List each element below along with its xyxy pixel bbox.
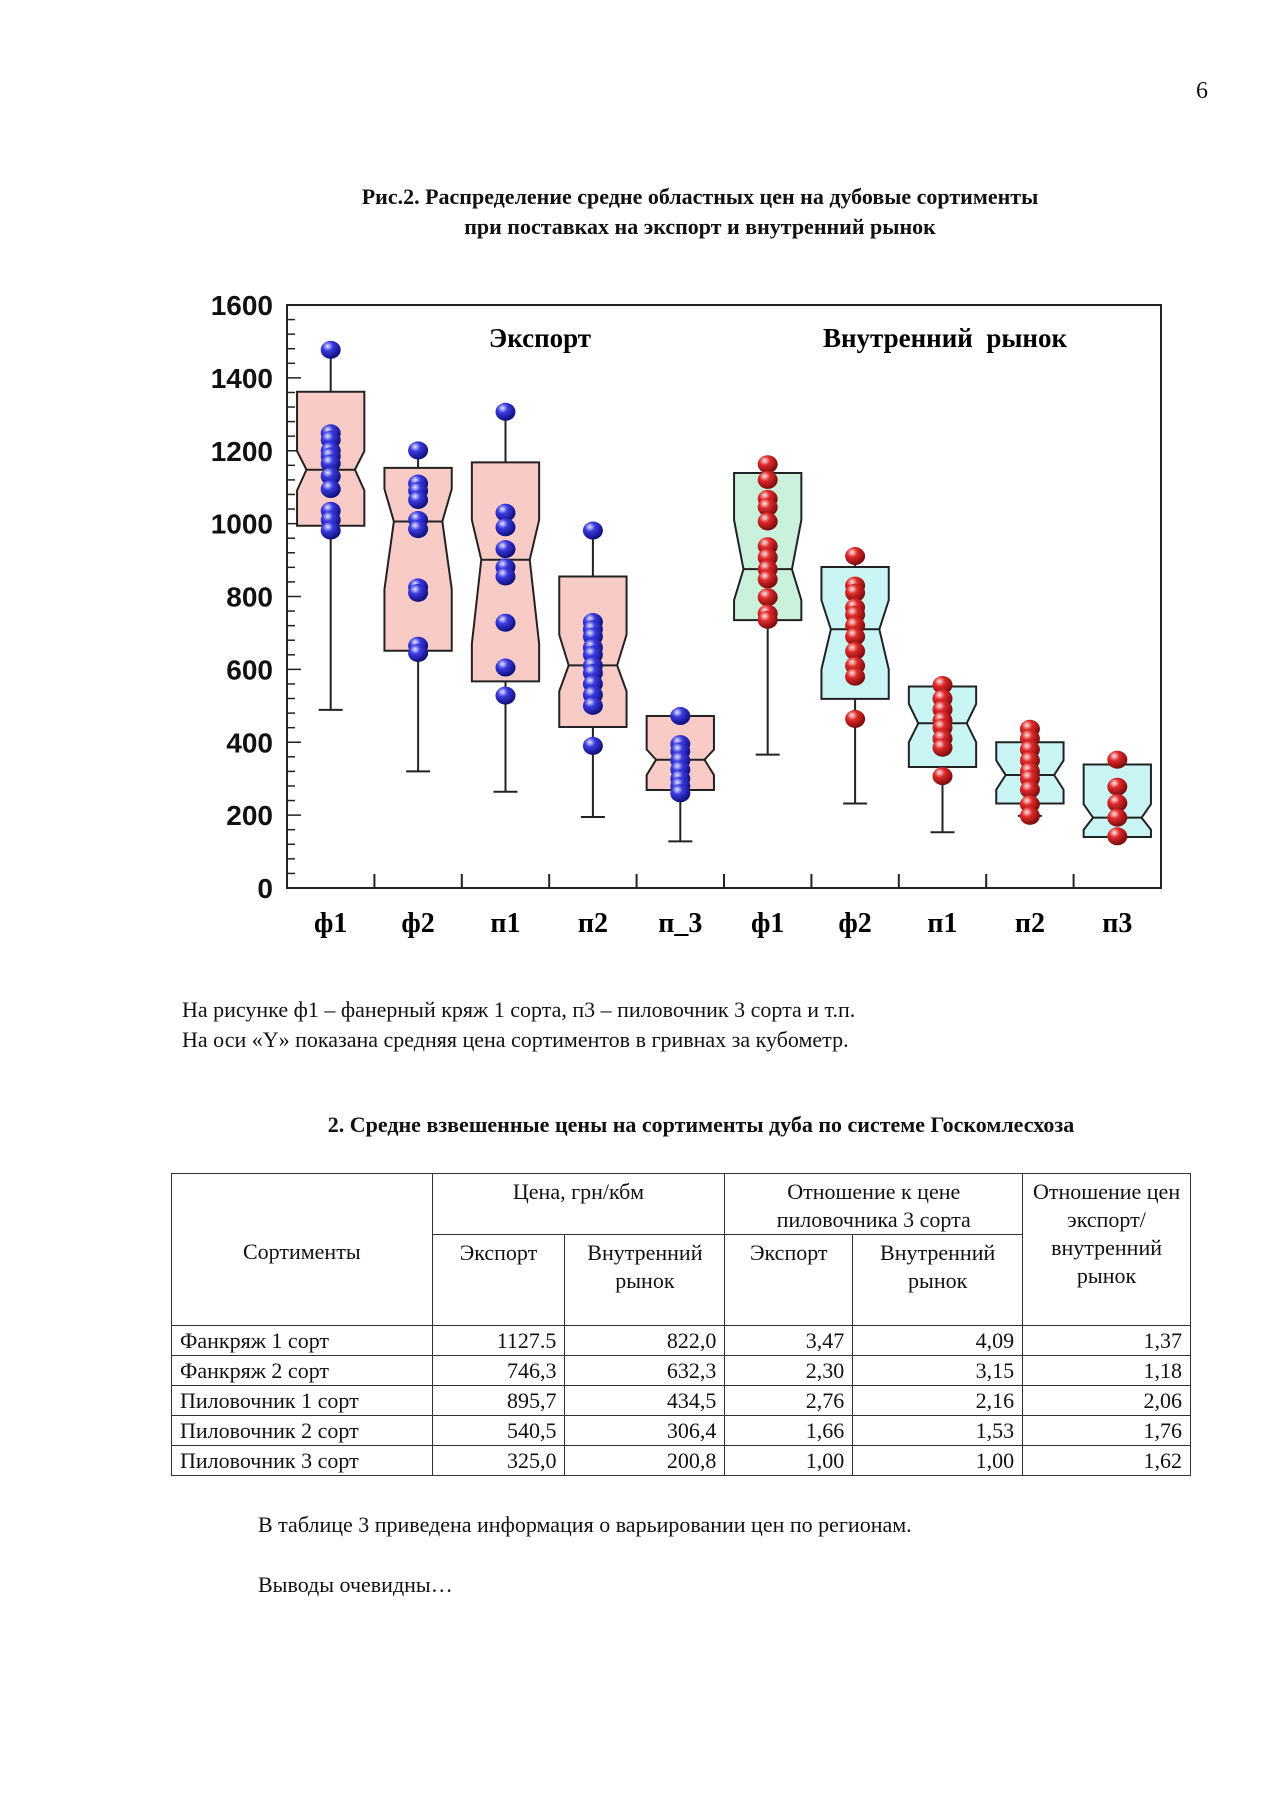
x-category-label: п3: [1102, 908, 1133, 939]
data-point: [496, 518, 516, 536]
y-tick-label: 1600: [210, 290, 273, 321]
data-point: [1020, 807, 1040, 825]
data-point: [1107, 827, 1127, 845]
x-category-label: п1: [927, 908, 958, 939]
cell-sortiment: Фанкряж 2 сорт: [172, 1356, 433, 1386]
cell-value: 3,47: [725, 1326, 853, 1356]
data-point: [496, 403, 516, 421]
paragraph-conclusion: Выводы очевидны…: [258, 1572, 453, 1597]
paragraph-table-3: В таблице 3 приведена информация о варьировании цен по регионам.: [258, 1512, 912, 1537]
header-ratio: Отношение к цене пиловочника 3 сорта: [725, 1174, 1023, 1235]
y-tick-label: 400: [226, 727, 273, 759]
cell-value: 325,0: [432, 1446, 565, 1476]
table-row: [172, 1446, 1191, 1476]
cell-value: 632,3: [565, 1356, 725, 1386]
x-category-label: ф1: [314, 908, 348, 939]
x-category-label: п1: [490, 908, 521, 939]
data-point: [321, 522, 341, 540]
table-row: [172, 1386, 1191, 1416]
data-point: [496, 659, 516, 677]
x-category-label: ф2: [838, 908, 872, 939]
cell-sortiment: Пиловочник 1 сорт: [172, 1386, 433, 1416]
data-point: [845, 710, 865, 728]
data-point: [408, 441, 428, 459]
cell-value: 1,53: [853, 1416, 1023, 1446]
data-point: [758, 455, 778, 473]
cell-value: 434,5: [565, 1386, 725, 1416]
header-export-domestic: Отношение цен экспорт/ внутренний рынок: [1023, 1174, 1191, 1326]
header-price-export: Экспорт: [432, 1235, 565, 1326]
header-sortiment: Сортименты: [172, 1174, 433, 1326]
table-title: 2. Средне взвешенные цены на сортименты дуба по системе Госкомлесхоза: [327, 1112, 1075, 1137]
cell-sortiment: Пиловочник 2 сорт: [172, 1416, 433, 1446]
y-tick-label: 0: [257, 873, 273, 904]
cell-value: 2,30: [725, 1356, 853, 1386]
x-category-label: п2: [1014, 908, 1045, 939]
cell-value: 1,00: [853, 1446, 1023, 1476]
figure-title-line-2: при поставках на экспорт и внутренний рынок: [464, 214, 936, 239]
y-tick-label: 1200: [210, 435, 273, 467]
header-ratio-export: Экспорт: [725, 1235, 853, 1326]
data-point: [496, 540, 516, 558]
data-point: [933, 739, 953, 757]
data-point: [496, 687, 516, 705]
header-price-domestic: Внутренний рынок: [565, 1235, 725, 1326]
data-point: [758, 588, 778, 606]
data-point: [321, 341, 341, 359]
x-category-label: п_3: [658, 908, 703, 939]
cell-value: 822,0: [565, 1326, 725, 1356]
price-table: [171, 1173, 1191, 1476]
data-point: [845, 547, 865, 565]
group-label-domestic: Внутренний рынок: [822, 323, 1068, 353]
header-ratio-domestic: Внутренний рынок: [853, 1235, 1023, 1326]
group-label-export: Экспорт: [488, 323, 592, 353]
data-point: [583, 697, 603, 715]
y-tick-label: 1400: [210, 362, 273, 394]
data-point: [321, 480, 341, 498]
data-point: [670, 707, 690, 725]
cell-value: 1,62: [1023, 1446, 1191, 1476]
data-point: [758, 611, 778, 629]
cell-value: 540,5: [432, 1416, 565, 1446]
caption-line-2: На оси «Y» показана средняя цена сортиментов в гривнах за кубометр.: [182, 1027, 849, 1052]
data-point: [758, 471, 778, 489]
x-category-label: п2: [577, 908, 608, 939]
y-tick-label: 1000: [210, 508, 273, 540]
page-number: 6: [1196, 78, 1208, 104]
data-point: [1107, 809, 1127, 827]
data-point: [496, 614, 516, 632]
data-point: [583, 522, 603, 540]
data-point: [758, 512, 778, 530]
data-point: [758, 570, 778, 588]
data-point: [408, 491, 428, 509]
table-row: [172, 1416, 1191, 1446]
cell-sortiment: Пиловочник 3 сорт: [172, 1446, 433, 1476]
cell-sortiment: Фанкряж 1 сорт: [172, 1326, 433, 1356]
y-tick-label: 600: [226, 654, 273, 686]
data-point: [670, 784, 690, 802]
x-category-label: ф1: [751, 908, 785, 939]
cell-value: 1127.5: [432, 1326, 565, 1356]
cell-value: 895,7: [432, 1386, 565, 1416]
data-point: [583, 737, 603, 755]
cell-value: 1,00: [725, 1446, 853, 1476]
data-point: [408, 644, 428, 662]
y-tick-label: 200: [226, 800, 273, 832]
cell-value: 1,66: [725, 1416, 853, 1446]
cell-value: 746,3: [432, 1356, 565, 1386]
cell-value: 1,76: [1023, 1416, 1191, 1446]
data-point: [1107, 778, 1127, 796]
header-price: Цена, грн/кбм: [432, 1174, 725, 1235]
caption-line-1: На рисунке ф1 – фанерный кряж 1 сорта, п3 – пиловочник 3 сорта и т.п.: [182, 997, 856, 1022]
y-tick-label: 800: [226, 581, 273, 613]
cell-value: 306,4: [565, 1416, 725, 1446]
cell-value: 2,16: [853, 1386, 1023, 1416]
data-point: [845, 668, 865, 686]
cell-value: 2,06: [1023, 1386, 1191, 1416]
data-point: [408, 584, 428, 602]
figure-title-line-1: Рис.2. Распределение средне областных цен на дубовые сортименты: [361, 184, 1039, 209]
data-point: [933, 767, 953, 785]
x-category-label: ф2: [401, 908, 435, 939]
cell-value: 3,15: [853, 1356, 1023, 1386]
data-point: [496, 567, 516, 585]
cell-value: 2,76: [725, 1386, 853, 1416]
cell-value: 1,18: [1023, 1356, 1191, 1386]
table-row: [172, 1356, 1191, 1386]
data-point: [408, 520, 428, 538]
data-point: [1107, 751, 1127, 769]
table-row: [172, 1326, 1191, 1356]
cell-value: 200,8: [565, 1446, 725, 1476]
cell-value: 4,09: [853, 1326, 1023, 1356]
cell-value: 1,37: [1023, 1326, 1191, 1356]
